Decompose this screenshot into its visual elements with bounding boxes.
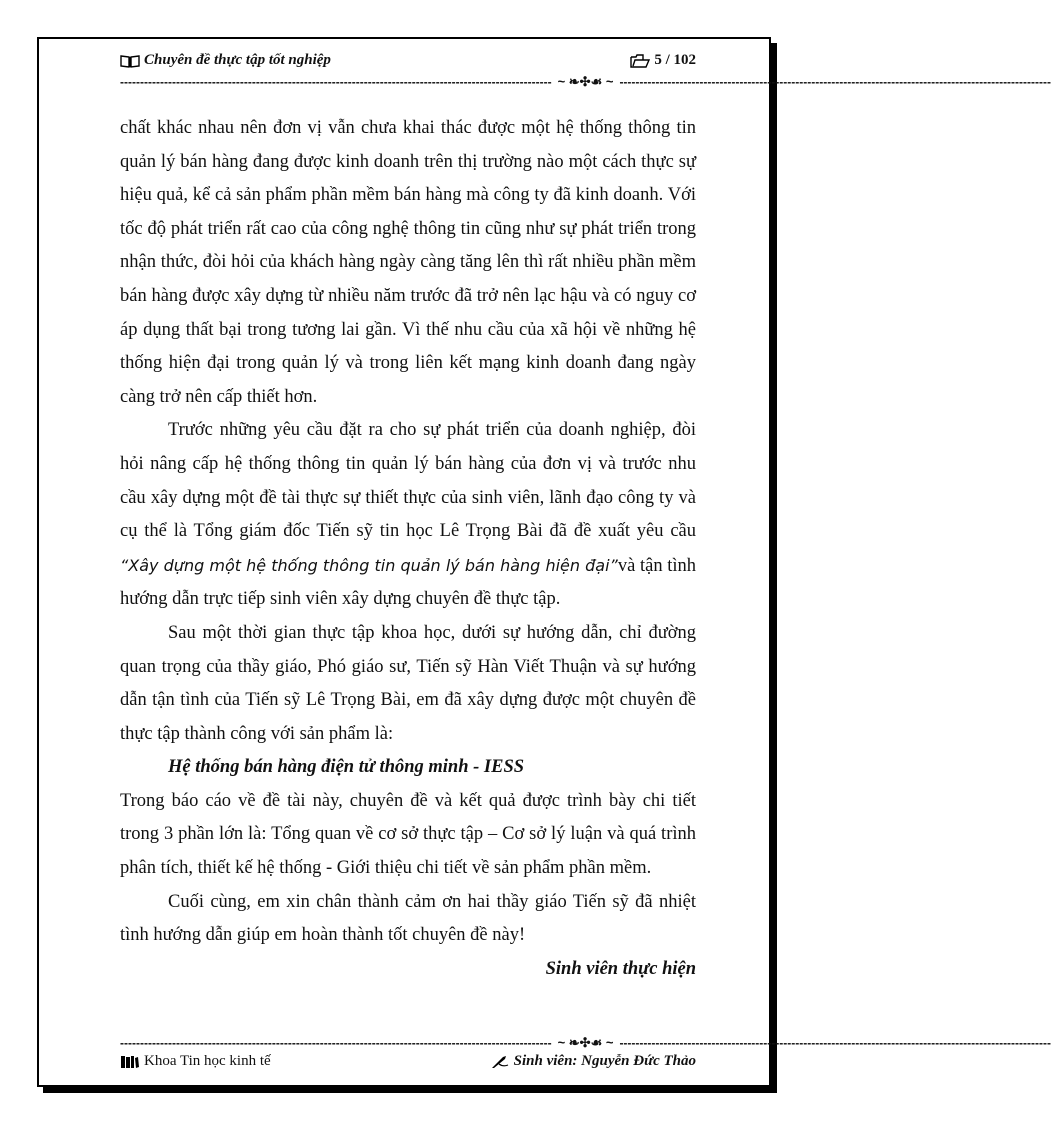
folder-icon xyxy=(630,54,650,68)
faculty-name: Khoa Tin học kinh tế xyxy=(144,1053,271,1069)
document-body xyxy=(120,112,696,986)
open-book-icon xyxy=(120,54,140,68)
page-footer xyxy=(120,1053,696,1075)
header-title: Chuyên đề thực tập tốt nghiệp xyxy=(144,52,331,68)
paragraph-2-end: và tận tình hướng dẫn trực tiếp sinh viên xây dựng chuyên đề thực tập. xyxy=(120,555,697,610)
header-right xyxy=(630,52,696,69)
footer-separator xyxy=(120,1035,1051,1050)
signer-label: Sinh viên thực hiện xyxy=(545,958,696,979)
project-title-quote: “Xây dựng một hệ thống thông tin quản lý bán hàng hiện đại” xyxy=(120,555,618,575)
header-separator xyxy=(120,74,1051,89)
separator-dashes-right: ------------------------------------------------------------------------------------------------------------ xyxy=(619,75,1051,89)
separator-dashes-right: ------------------------------------------------------------------------------------------------------------ xyxy=(619,1036,1051,1050)
separator-dashes-left: ------------------------------------------------------------------------------------------------------------ xyxy=(120,75,552,89)
header-left xyxy=(120,52,331,69)
paragraph-2-start: Trước những yêu cầu đặt ra cho sự phát triển của doanh nghiệp, đòi hỏi nâng cấp hệ thống thông tin quản lý bán hàng của đơn vị và trước nhu cầu xây dựng một đề tài thực sự thiết thực của sinh viên, lãnh đạo công ty và cụ thể là Tổng giám đốc Tiến sỹ tin học Lê Trọng Bài đã đề xuất yêu cầu xyxy=(120,420,696,542)
writing-hand-icon xyxy=(491,1055,509,1069)
footer-left xyxy=(120,1053,271,1070)
page-number: 5 / 102 xyxy=(654,52,696,68)
paragraph-1: chất khác nhau nên đơn vị vẫn chưa khai thác được một hệ thống thông tin quản lý bán hàng đang được kinh doanh trên thị trường nào một cách thực sự hiệu quả, kể cả sản phẩm phần mềm bán hàng mà công ty đã kinh doanh. Với tốc độ phát triển rất cao của công nghệ thông tin cũng như sự phát triển trong nhận thức, đòi hỏi của khách hàng ngày càng tăng lên thì rất nhiều phần mềm bán hàng được xây dựng từ nhiều năm trước đã trở nên lạc hậu và có nguy cơ áp dụng thất bại trong tương lai gần. Vì thế nhu cầu của xã hội về những hệ thống hiện đại trong quản lý và trong liên kết mạng kinh doanh đang ngày càng trở nên cấp thiết hơn. xyxy=(120,118,696,407)
page-header xyxy=(120,52,696,74)
product-name: Hệ thống bán hàng điện tử thông minh - IESS xyxy=(168,757,525,778)
books-icon xyxy=(120,1055,140,1069)
paragraph-3: Sau một thời gian thực tập khoa học, dưới sự hướng dẫn, chỉ đường quan trọng của thầy giáo, Phó giáo sư, Tiến sỹ Hàn Viết Thuận và sự hướng dẫn tận tình của Tiến sỹ Lê Trọng Bài, em đã xây dựng được một chuyên đề thực tập thành công với sản phẩm là: xyxy=(120,622,696,744)
student-name: Sinh viên: Nguyễn Đức Thảo xyxy=(513,1053,696,1069)
separator-ornament: ~ ❧✣☙ ~ xyxy=(557,1035,614,1050)
separator-ornament: ~ ❧✣☙ ~ xyxy=(557,74,614,89)
paragraph-2 xyxy=(120,414,696,617)
footer-right xyxy=(491,1053,696,1070)
paragraph-5: Cuối cùng, em xin chân thành cảm ơn hai thầy giáo Tiến sỹ đã nhiệt tình hướng dẫn giúp em hoàn thành tốt chuyên đề này! xyxy=(120,891,696,946)
separator-dashes-left: ------------------------------------------------------------------------------------------------------------ xyxy=(120,1036,552,1050)
paragraph-4: Trong báo cáo về đề tài này, chuyên đề và kết quả được trình bày chi tiết trong 3 phần lớn là: Tổng quan về cơ sở thực tập – Cơ sở lý luận và quá trình phân tích, thiết kế hệ thống - Giới thiệu chi tiết về sản phẩm phần mềm. xyxy=(120,790,696,879)
